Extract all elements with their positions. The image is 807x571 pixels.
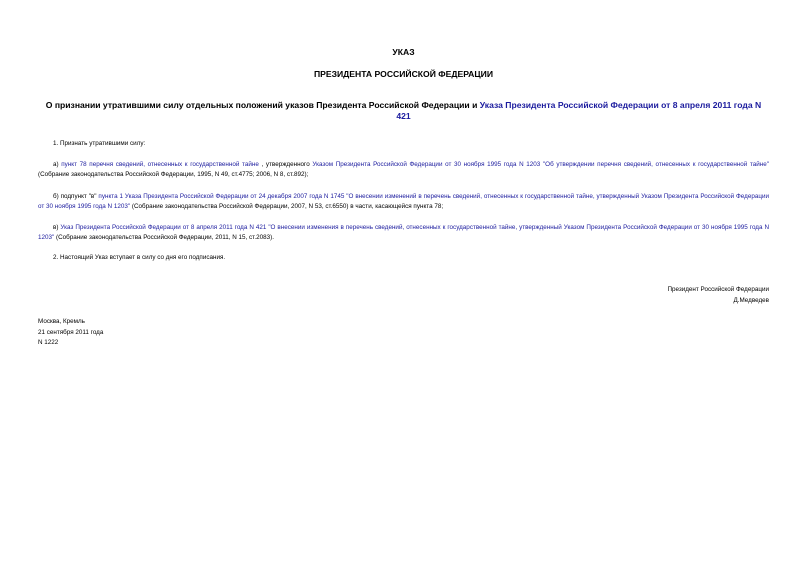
item-1a-mid: , утвержденного [258,161,313,168]
item-1a [38,160,769,180]
place-date-block [38,317,103,349]
document-heading [38,100,769,122]
signature-block [667,285,769,306]
item-1c-prefix: в) [53,224,61,231]
item-1: 1. Признать утратившими силу: [53,140,146,147]
link-point-78[interactable]: пункт 78 перечня сведений, отнесенных к государственной тайне [61,161,259,168]
decree-issuer: ПРЕЗИДЕНТА РОССИЙСКОЙ ФЕДЕРАЦИИ [313,69,494,79]
link-decree-1745[interactable]: пункта 1 Указа Президента Российской Федерации от 24 декабря 2007 года N 1745 "О внесении изменений в перечень сведений, отнесенных к государственной тайне, утвержденный Указом Президента Российской Федерации от 30 ноября 1995 года N 1203" [38,193,769,210]
signatory-position: Президент Российской Федерации [667,286,769,293]
item-1c-suffix: (Собрание законодательства Российской Федерации, 2011, N 15, ст.2083). [54,234,274,241]
link-decree-421[interactable]: Указ Президента Российской Федерации от 8 апреля 2011 года N 421 "О внесении изменения в перечень сведений, отнесенных к государственной тайне, утвержденный Указом Президента Российской Федерации от 30 ноября 1995 года N 1203" [38,224,769,241]
item-1b-suffix: (Собрание законодательства Российской Федерации, 2007, N 53, ст.6550) в части, касающейся пункта 78; [130,203,444,210]
item-1a-suffix: (Собрание законодательства Российской Федерации, 1995, N 49, ст.4775; 2006, N 8, ст.892); [38,171,309,178]
link-decree-1203[interactable]: Указом Президента Российской Федерации от 30 ноября 1995 года N 1203 "Об утверждении перечня сведений, отнесенных к государственной тайне" [312,161,769,168]
item-1b [38,192,769,212]
heading-text: О признании утратившими силу отдельных положений указов Президента Российской Федерации и [45,100,480,110]
signing-place: Москва, Кремль [38,318,85,325]
signing-date: 21 сентября 2011 года [38,328,104,336]
item-2: 2. Настоящий Указ вступает в силу со дня его подписания. [53,254,226,261]
item-1a-prefix: а) [53,161,62,168]
decree-number: N 1222 [38,339,59,346]
item-1c [38,223,769,243]
item-1b-prefix: б) подпункт "в" [53,193,99,200]
heading-link-decree-421[interactable]: Указа Президента Российской Федерации от 8 апреля 2011 года N 421 [396,100,762,121]
signatory-name: Д.Медведев [733,296,769,304]
decree-title: УКАЗ [392,47,415,57]
